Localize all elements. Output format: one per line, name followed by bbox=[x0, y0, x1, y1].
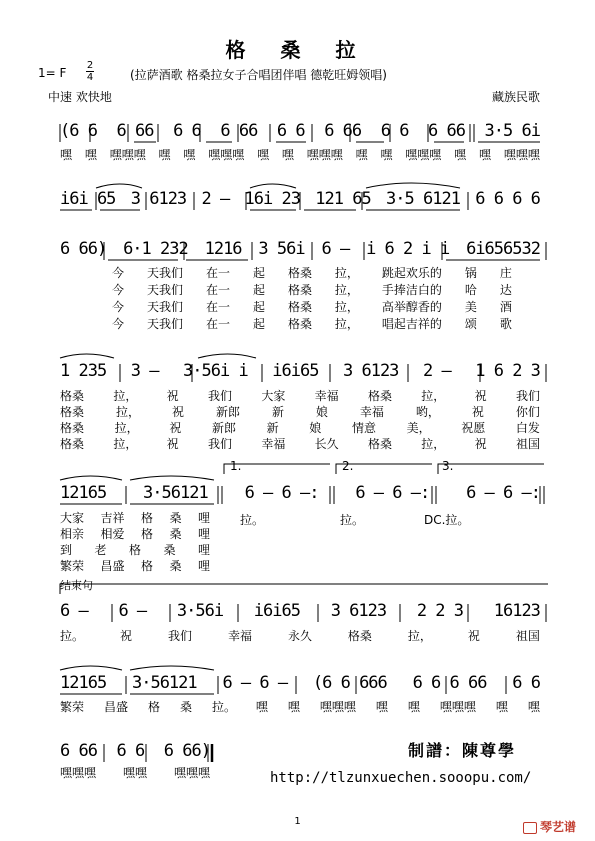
lyric: 大家 bbox=[60, 511, 85, 525]
lyric: 幸福 bbox=[227, 629, 252, 643]
lyric: 我们 bbox=[515, 389, 540, 403]
measure: 6 6 bbox=[116, 741, 145, 761]
measure: (6 6 bbox=[60, 121, 97, 141]
lyric: 幸福 bbox=[314, 389, 339, 403]
slur bbox=[60, 666, 122, 670]
song-title: 格 桑 拉 bbox=[225, 38, 370, 62]
lyric: 在一 bbox=[205, 317, 230, 331]
lyric: 哩 bbox=[197, 543, 210, 557]
lyric: 嘿 bbox=[158, 148, 171, 162]
measure: 6 – bbox=[321, 239, 350, 259]
ending-section-label: 结束句 bbox=[60, 579, 93, 592]
measure: 6 – 6 –: bbox=[244, 483, 319, 503]
lyric: 祝 bbox=[166, 389, 179, 403]
measure: 6 – 6 –: bbox=[466, 483, 540, 503]
lyric: 祝 bbox=[474, 389, 487, 403]
ending-lyric-1: 拉。 bbox=[240, 513, 265, 527]
lyric: 今 bbox=[112, 283, 125, 297]
lyric: 美 bbox=[464, 300, 477, 314]
lyric: 颂 bbox=[464, 317, 477, 331]
lyric: 嘿嘿嘿 bbox=[319, 700, 356, 714]
measure: (6 6 666 bbox=[312, 673, 387, 693]
lyric: 拉， bbox=[113, 437, 138, 451]
lyric: 嘿 bbox=[281, 148, 294, 162]
measure: 6 6 bbox=[380, 121, 409, 141]
lyric: 格桑 bbox=[287, 317, 312, 331]
lyric: 哩 bbox=[197, 559, 210, 573]
lyric: 格 bbox=[128, 543, 141, 557]
lyric: 嘿嘿嘿 bbox=[439, 700, 476, 714]
lyric: 格桑 bbox=[367, 389, 392, 403]
lyric: 格桑 bbox=[287, 266, 312, 280]
lyric: 嘿 bbox=[527, 700, 540, 714]
lyric: 格桑 bbox=[60, 405, 85, 419]
lyric: 嘿 bbox=[287, 700, 300, 714]
lyric: 嘿嘿嘿 bbox=[405, 148, 442, 162]
lyric: 嘿 bbox=[454, 148, 467, 162]
measure: 3·56121 bbox=[131, 673, 197, 693]
measure: 6 6 6 66 bbox=[412, 673, 487, 693]
lyric: 娘 bbox=[315, 405, 328, 419]
measure: 12165 bbox=[60, 673, 107, 693]
lyric: 哩 bbox=[197, 527, 210, 541]
lyric: 嘿嘿嘿 bbox=[306, 148, 343, 162]
lyric: 达 bbox=[499, 283, 512, 297]
measure: 3·56i i bbox=[183, 361, 248, 381]
measure: i6i65 bbox=[253, 601, 300, 621]
lyric: 起 bbox=[252, 266, 265, 280]
lyric: 拉， bbox=[334, 266, 359, 280]
measure: 1 235 bbox=[60, 361, 107, 381]
lyric: 美， bbox=[406, 421, 431, 435]
subtitle: (拉萨酒歌 格桑拉女子合唱团伴唱 德乾旺姆领唱) bbox=[130, 68, 387, 82]
lyric: 嘿 bbox=[380, 148, 393, 162]
lyric: 酒 bbox=[499, 300, 512, 314]
lyric: 祝 bbox=[474, 437, 487, 451]
lyric: 嘿 bbox=[407, 700, 420, 714]
measure: 16123 bbox=[493, 601, 540, 621]
lyric: 祝 bbox=[166, 437, 179, 451]
lyric: 拉， bbox=[113, 389, 138, 403]
lyric: 永久 bbox=[287, 629, 312, 643]
lyric: 哟， bbox=[415, 405, 440, 419]
page-number: 1 bbox=[294, 816, 301, 827]
time-bottom: 4 bbox=[86, 72, 94, 83]
ending-lyric-3: DC.拉。 bbox=[424, 513, 470, 527]
lyric: 嘿嘿嘿 bbox=[173, 766, 210, 780]
lyric: 嘿 bbox=[183, 148, 196, 162]
lyric: 天我们 bbox=[146, 300, 183, 314]
lyric: 相爱 bbox=[100, 527, 125, 541]
lyric: 拉， bbox=[115, 405, 140, 419]
lyric: 在一 bbox=[205, 266, 230, 280]
lyric: 祝 bbox=[119, 629, 132, 643]
measure: 6 66) bbox=[163, 741, 210, 761]
lyric: 幸福 bbox=[261, 437, 286, 451]
lyric: 你们 bbox=[515, 405, 540, 419]
lyric: 到 bbox=[60, 543, 73, 557]
measure: 121 65 bbox=[315, 189, 371, 209]
volta-3: 3. bbox=[442, 459, 454, 473]
lyric: 锅 bbox=[464, 266, 477, 280]
lyric: 起 bbox=[252, 283, 265, 297]
measure: 6 66) bbox=[60, 239, 107, 259]
measure: 6 – bbox=[118, 601, 147, 621]
lyric: 长久 bbox=[314, 437, 339, 451]
lyric: 格桑 bbox=[347, 629, 372, 643]
lyric: 歌 bbox=[499, 317, 512, 331]
measure: 6 66 bbox=[324, 121, 362, 141]
lyric: 情意 bbox=[351, 421, 376, 435]
measure: 6 66 bbox=[220, 121, 258, 141]
lyric: 桑 bbox=[163, 543, 176, 557]
lyric: 在一 bbox=[205, 300, 230, 314]
measure: 3·5 6i bbox=[484, 121, 540, 141]
measure: 2 – bbox=[201, 189, 230, 209]
lyric: 拉， bbox=[334, 300, 359, 314]
lyric: 今 bbox=[112, 317, 125, 331]
lyric: 祖国 bbox=[515, 437, 540, 451]
lyric: 相亲 bbox=[60, 527, 85, 541]
volta-2: 2. bbox=[342, 459, 354, 473]
lyric: 格桑 bbox=[60, 421, 85, 435]
lyric: 嘿 bbox=[478, 148, 491, 162]
measure: 2 – bbox=[422, 361, 451, 381]
tempo-marking: 中速 欢快地 bbox=[48, 90, 112, 104]
lyric: 拉。 bbox=[60, 629, 85, 643]
lyric: 嘿嘿嘿 bbox=[60, 766, 97, 780]
measure: 6 – bbox=[60, 601, 88, 621]
lyric: 祝 bbox=[467, 629, 480, 643]
lyric: 拉。 bbox=[211, 700, 236, 714]
lyric: 拉， bbox=[421, 437, 446, 451]
lyric: 天我们 bbox=[146, 317, 183, 331]
lyric: 白发 bbox=[515, 421, 540, 435]
measure: i 6 2 i i bbox=[366, 239, 450, 259]
measure: 6 – 6 – bbox=[222, 673, 288, 693]
measure: 6·1 232 bbox=[123, 239, 188, 259]
volta-bracket-3 bbox=[438, 464, 544, 474]
measure: 6 6 6 6 bbox=[475, 189, 540, 209]
measure: i6i 65 bbox=[60, 189, 116, 209]
lyric: 嘿 bbox=[495, 700, 508, 714]
ending-lyric-2: 拉。 bbox=[340, 513, 365, 527]
lyric: 嘿 bbox=[84, 148, 97, 162]
key-signature: 1= F bbox=[38, 66, 67, 80]
ending-section-bracket bbox=[60, 584, 548, 594]
measure: 6 66 bbox=[60, 741, 97, 761]
lyric: 手捧洁白的 bbox=[381, 283, 442, 297]
lyric: 拉， bbox=[421, 389, 446, 403]
lyric: 昌盛 bbox=[103, 700, 128, 714]
lyric: 拉， bbox=[334, 283, 359, 297]
measure: 1 6 2 3 bbox=[475, 361, 540, 381]
lyric: 哩 bbox=[197, 511, 210, 525]
lyric: 高举醇香的 bbox=[381, 300, 442, 314]
source-url[interactable]: http://tlzunxuechen.sooopu.com/ bbox=[270, 770, 532, 786]
lyric: 吉祥 bbox=[100, 511, 125, 525]
measure: 12165 bbox=[60, 483, 107, 503]
lyric: 今 bbox=[112, 300, 125, 314]
measure: 6i656532 bbox=[466, 239, 540, 259]
lyric: 唱起吉祥的 bbox=[381, 317, 442, 331]
genre-label: 藏族民歌 bbox=[492, 90, 541, 104]
slur bbox=[96, 184, 142, 188]
lyric: 嘿 bbox=[257, 148, 270, 162]
measure: 3·56121 bbox=[143, 483, 208, 503]
slur bbox=[366, 183, 460, 188]
lyric: 桑 bbox=[169, 559, 182, 573]
measure: 3 56i bbox=[258, 239, 305, 259]
slur bbox=[250, 184, 296, 188]
volta-1: 1. bbox=[230, 459, 242, 473]
lyric: 幸福 bbox=[359, 405, 384, 419]
lyric: 嘿嘿嘿 bbox=[503, 148, 540, 162]
measure: 6 66 bbox=[428, 121, 465, 141]
lyric: 嘿 bbox=[375, 700, 388, 714]
lyric: 嘿 bbox=[355, 148, 368, 162]
measure: 1216 bbox=[204, 239, 242, 259]
lyric: 格桑 bbox=[367, 437, 392, 451]
lyric: 大家 bbox=[261, 389, 286, 403]
measure: 3·5 6121 bbox=[386, 189, 460, 209]
measure: 6 6 bbox=[173, 121, 201, 141]
lyric: 繁荣 bbox=[60, 700, 85, 714]
lyric: 格桑 bbox=[60, 437, 85, 451]
lyric: 拉， bbox=[334, 317, 359, 331]
lyric: 桑 bbox=[169, 527, 182, 541]
lyric: 祝 bbox=[171, 405, 184, 419]
lyric: 格桑 bbox=[287, 283, 312, 297]
arranger-signature: 制譜：陳尊學 bbox=[408, 741, 517, 760]
lyric: 新郎 bbox=[211, 421, 236, 435]
slur bbox=[130, 666, 214, 670]
lyric: 格 bbox=[140, 527, 153, 541]
lyric: 我们 bbox=[167, 629, 192, 643]
measure: 2 2 3 bbox=[416, 601, 464, 621]
lyric: 桑 bbox=[179, 700, 192, 714]
lyric: 祖国 bbox=[515, 629, 540, 643]
lyric: 新 bbox=[271, 405, 284, 419]
lyric: 在一 bbox=[205, 283, 230, 297]
measure: 6 – 6 –: bbox=[355, 483, 430, 503]
lyric: 格桑 bbox=[287, 300, 312, 314]
slur bbox=[198, 354, 256, 358]
measure: 3·56i bbox=[176, 601, 224, 621]
lyric: 祝 bbox=[169, 421, 182, 435]
lyric: 祝 bbox=[471, 405, 484, 419]
lyric: 格 bbox=[140, 559, 153, 573]
lyric: 嘿嘿嘿 bbox=[208, 148, 245, 162]
lyric: 嘿嘿 bbox=[122, 766, 147, 780]
measure: 3 6123 bbox=[330, 601, 387, 621]
slur bbox=[60, 354, 114, 358]
slur bbox=[130, 476, 214, 480]
volta-bracket-1 bbox=[224, 464, 330, 474]
lyric: 天我们 bbox=[146, 266, 183, 280]
lyric: 庄 bbox=[499, 266, 512, 280]
measure: 3 6123 bbox=[343, 361, 399, 381]
measure: i6i65 bbox=[272, 361, 319, 381]
volta-bracket-2 bbox=[336, 464, 432, 474]
lyric: 我们 bbox=[207, 437, 232, 451]
lyric: 祝愿 bbox=[461, 421, 486, 435]
lyric: 昌盛 bbox=[100, 559, 125, 573]
lyric: 嘿嘿嘿 bbox=[109, 148, 146, 162]
lyric: 嘿 bbox=[255, 700, 268, 714]
lyric: 桑 bbox=[169, 511, 182, 525]
lyric: 格 bbox=[140, 511, 153, 525]
lyric: 嘿 bbox=[60, 148, 73, 162]
lyric: 起 bbox=[252, 317, 265, 331]
time-top: 2 bbox=[86, 60, 94, 71]
measure: 3 – bbox=[130, 361, 159, 381]
lyric: 今 bbox=[112, 266, 125, 280]
measure: 3 6123 bbox=[130, 189, 187, 209]
lyric: 娘 bbox=[309, 421, 322, 435]
lyric: 跳起欢乐的 bbox=[381, 266, 442, 280]
lyric: 格桑 bbox=[60, 389, 85, 403]
lyric: 哈 bbox=[464, 283, 477, 297]
lyric: 天我们 bbox=[146, 283, 183, 297]
logo-text: 琴艺谱 bbox=[540, 820, 577, 834]
measure: 16i 23 bbox=[244, 189, 300, 209]
lyric: 拉， bbox=[407, 629, 432, 643]
lyric: 新郎 bbox=[215, 405, 240, 419]
measure: 6 6 bbox=[512, 673, 540, 693]
lyric: 我们 bbox=[207, 389, 232, 403]
slur bbox=[60, 476, 122, 480]
lyric: 繁荣 bbox=[60, 559, 85, 573]
measure: 6 6 bbox=[276, 121, 305, 141]
lyric: 拉， bbox=[114, 421, 139, 435]
lyric: 格 bbox=[147, 700, 160, 714]
measure: 6 66 bbox=[116, 121, 154, 141]
lyric: 老 bbox=[94, 543, 107, 557]
lyric: 新 bbox=[266, 421, 279, 435]
lyric: 起 bbox=[252, 300, 265, 314]
